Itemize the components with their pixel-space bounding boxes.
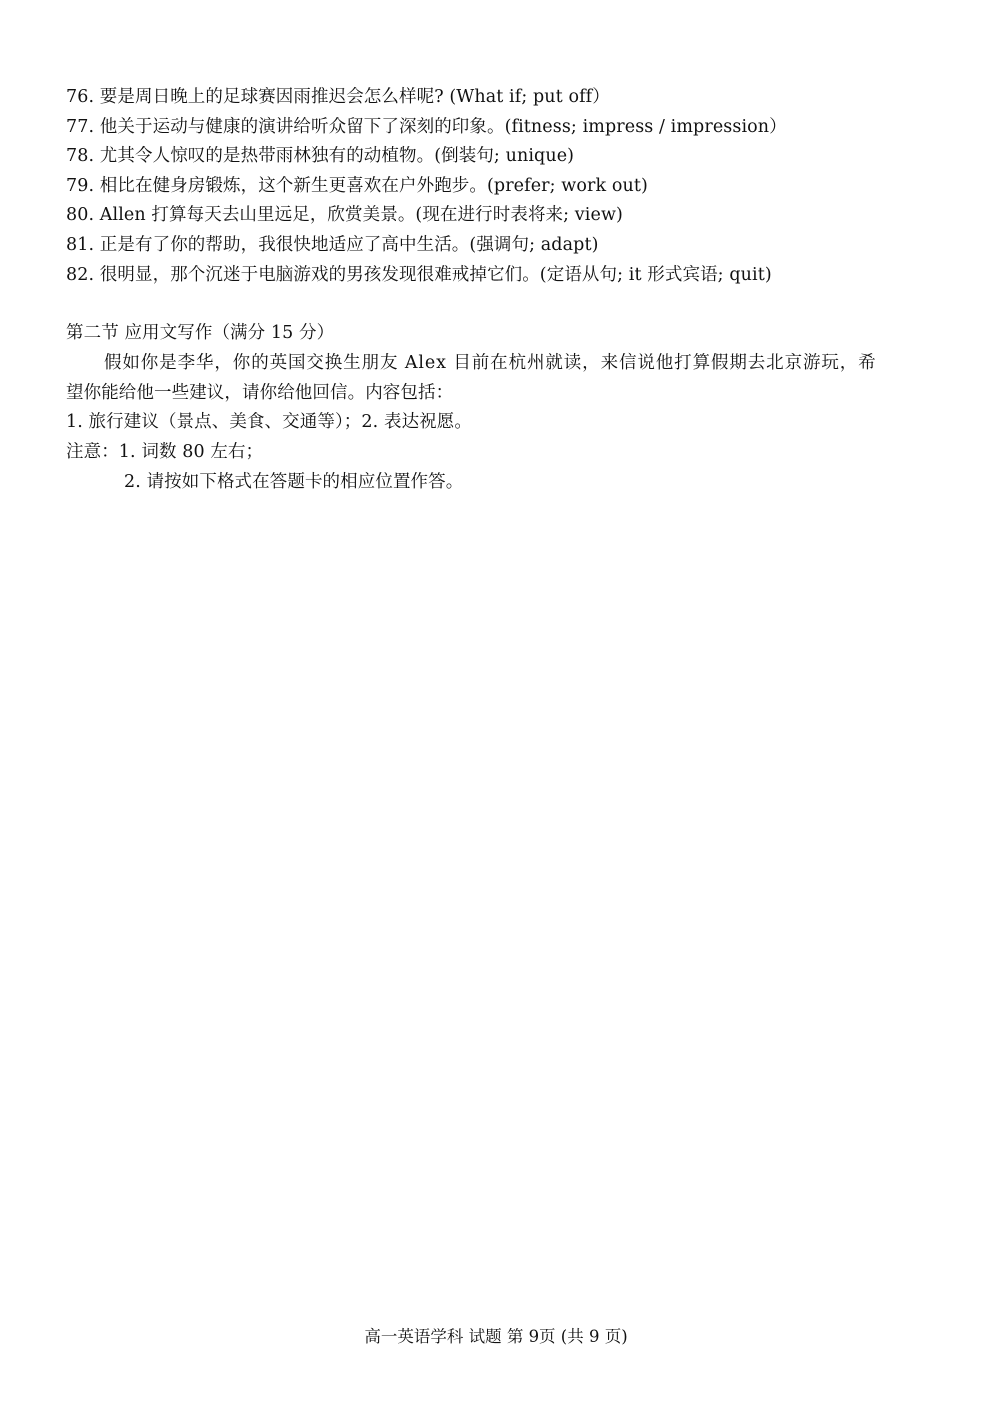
question-78: 78. 尤其令人惊叹的是热带雨林独有的动植物。(倒装句; unique) bbox=[66, 146, 575, 166]
question-81: 81. 正是有了你的帮助，我很快地适应了高中生活。(强调句; adapt) bbox=[66, 235, 599, 255]
section-heading: 第二节 应用文写作（满分 15 分） bbox=[66, 323, 335, 343]
question-79: 79. 相比在健身房锻炼，这个新生更喜欢在户外跑步。(prefer; work out) bbox=[66, 176, 648, 196]
question-77: 77. 他关于运动与健康的演讲给听众留下了深刻的印象。(fitness; impress / impression） bbox=[66, 117, 787, 137]
content-points: 1. 旅行建议（景点、美食、交通等）；2. 表达祝愿。 bbox=[66, 412, 472, 432]
writing-prompt-line-1: 假如你是李华，你的英国交换生朋友 Alex 目前在杭州就读，来信说他打算假期去北京游玩，希 bbox=[104, 353, 877, 373]
note-format: 2. 请按如下格式在答题卡的相应位置作答。 bbox=[124, 472, 464, 492]
question-80: 80. Allen 打算每天去山里远足，欣赏美景。(现在进行时表将来; view) bbox=[66, 205, 623, 225]
writing-prompt-line-2: 望你能给他一些建议，请你给他回信。内容包括： bbox=[66, 383, 454, 403]
question-76: 76. 要是周日晚上的足球赛因雨推迟会怎么样呢? (What if; put off） bbox=[66, 87, 610, 107]
note-word-count: 注意：1. 词数 80 左右； bbox=[66, 442, 264, 462]
question-82: 82. 很明显，那个沉迷于电脑游戏的男孩发现很难戒掉它们。(定语从句; it 形式宾语; quit) bbox=[66, 265, 772, 285]
page-footer: 高一英语学科 试题 第 9页 (共 9 页) bbox=[364, 1327, 628, 1346]
